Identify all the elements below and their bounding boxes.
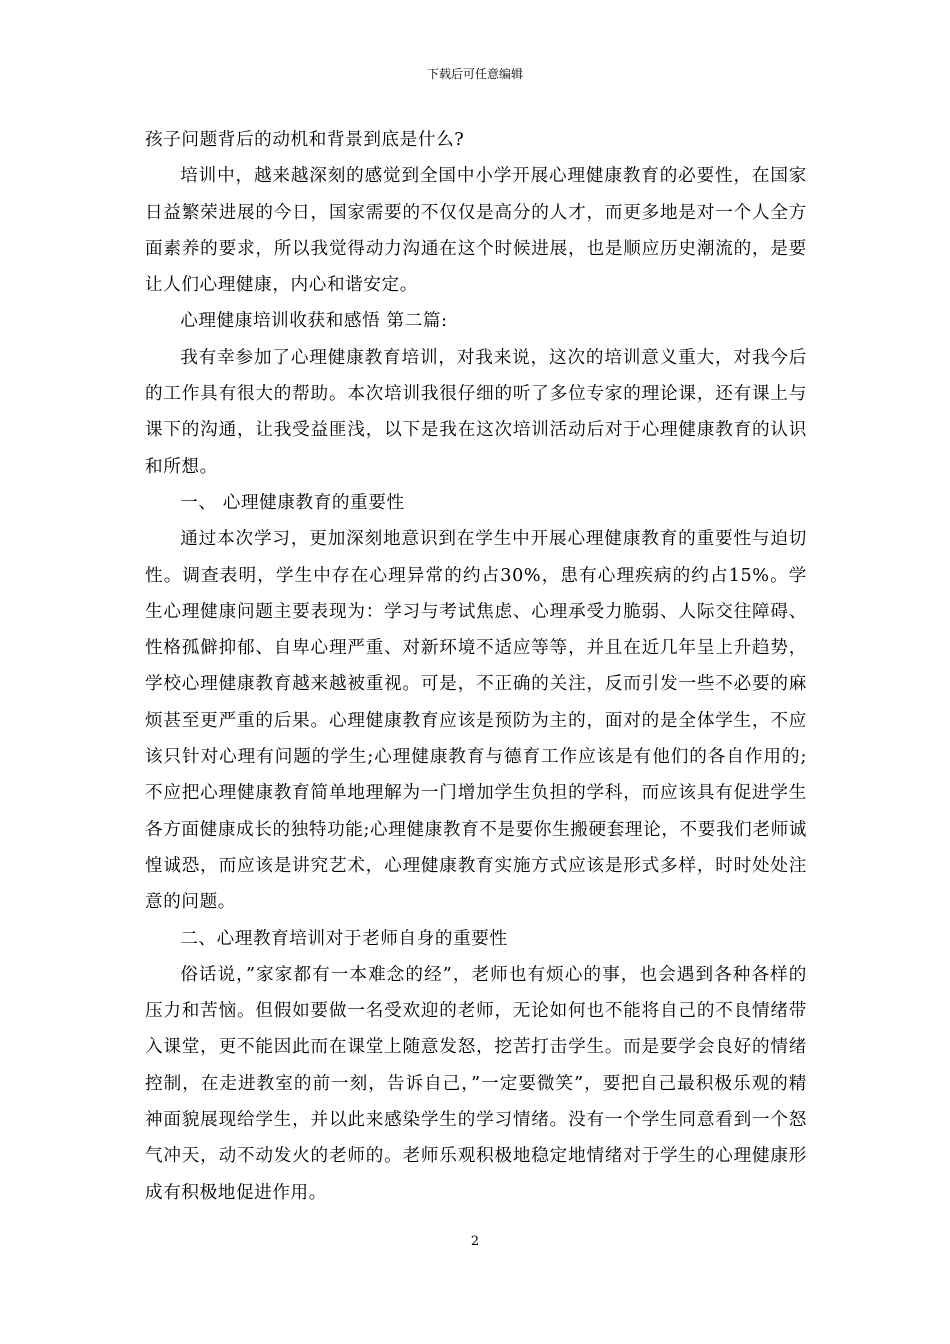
paragraph: 孩子问题背后的动机和背景到底是什么? (145, 130, 465, 150)
document-body (145, 122, 807, 1211)
paragraph: 我有幸参加了心理健康教育培训，对我来说，这次的培训意义重大，对我今后的工作具有很大的帮助。本次培训我很仔细的听了多位专家的理论课，还有课上与课下的沟通，让我受益匪浅，以下是我在这次培训活动后对于心理健康教育的认识和所想。 (145, 347, 807, 477)
page-header: 下载后可任意编辑 (426, 67, 523, 81)
paragraph: 培训中，越来越深刻的感觉到全国中小学开展心理健康教育的必要性，在国家日益繁荣进展的今日，国家需要的不仅仅是高分的人才，而更多地是对一个人全方面素养的要求，所以我觉得动力沟通在这个时候进展，也是顺应历史潮流的，是要让人们心理健康，内心和谐安定。 (145, 166, 807, 296)
section-heading: 二、心理教育培训对于老师自身的重要性 (180, 928, 508, 949)
paragraph: 通过本次学习，更加深刻地意识到在学生中开展心理健康教育的重要性与迫切性。调查表明，学生中存在心理异常的约占30%，患有心理疾病的约占15%。学生心理健康问题主要表现为：学习与考试焦虑、心理承受力脆弱、人际交往障碍、性格孤僻抑郁、自卑心理严重、对新环境不适应等等，并且在近几年呈上升趋势，学校心理健康教育越来越被重视。可是，不正确的关注，反而引发一些不必要的麻烦甚至更严重的后果。心理健康教育应该是预防为主的，面对的是全体学生，不应该只针对心理有问题的学生;心理健康教育与德育工作应该是有他们的各自作用的;不应把心理健康教育简单地理解为一门增加学生负担的学科，而应该具有促进学生各方面健康成长的独特功能;心理健康教育不是要你生搬硬套理论，不要我们老师诚惶诚恐，而应该是讲究艺术，心理健康教育实施方式应该是形式多样，时时处处注意的问题。 (145, 529, 807, 913)
paragraph: 俗话说，”家家都有一本难念的经”，老师也有烦心的事，也会遇到各种各样的压力和苦恼。但假如要做一名受欢迎的老师，无论如何也不能将自己的不良情绪带入课堂，更不能因此而在课堂上随意发怒，挖苦打击学生。而是要学会良好的情绪控制，在走进教室的前一刻，告诉自己，”一定要微笑”，要把自己最积极乐观的精神面貌展现给学生，并以此来感染学生的学习情绪。没有一个学生同意看到一个怒气冲天，动不动发火的老师的。老师乐观积极地稳定地情绪对于学生的心理健康形成有积极地促进作用。 (145, 964, 807, 1203)
section-heading: 心理健康培训收获和感悟 第二篇: (180, 311, 448, 332)
section-heading: 一、 心理健康教育的重要性 (180, 492, 405, 513)
page-number: 2 (470, 1234, 480, 1249)
